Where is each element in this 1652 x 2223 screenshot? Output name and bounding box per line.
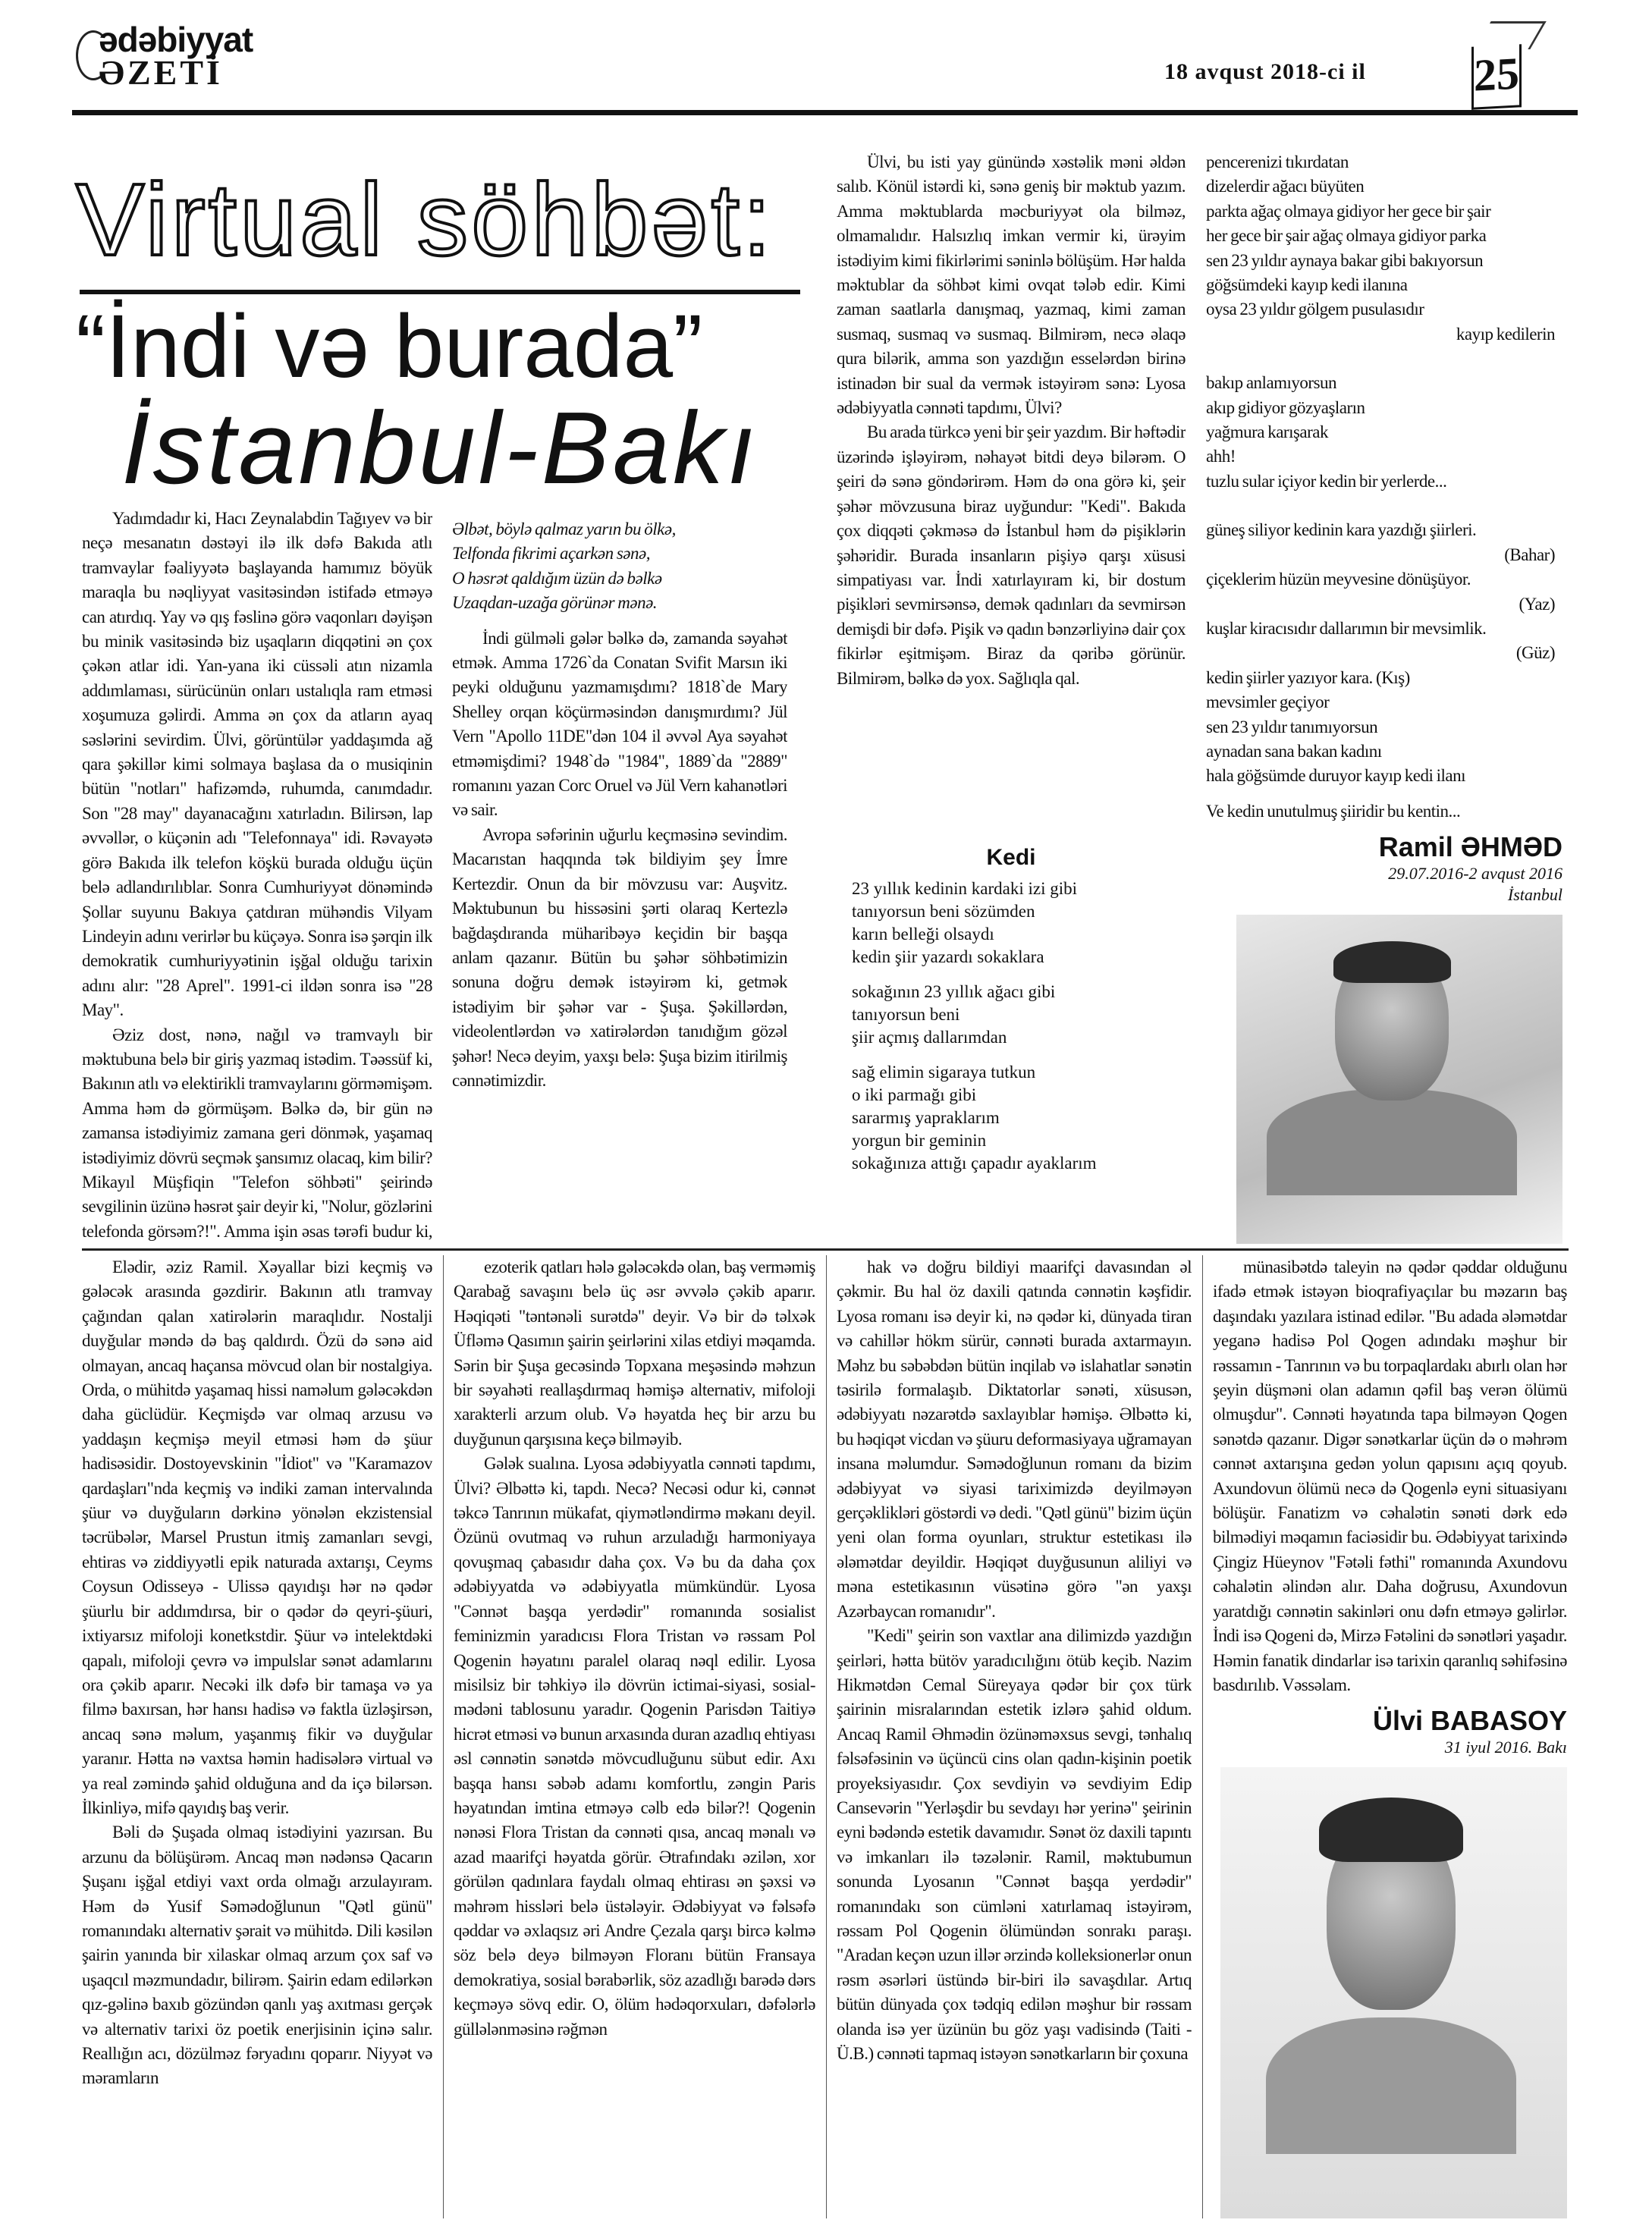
column-rule [1202, 1255, 1203, 2218]
paragraph: Ülvi, bu isti yay günündə xəstəlik məni əldən salıb. Könül istərdi ki, sənə geniş bir məktub yazım. Amma məktublarda məcburiyyət ola bilməz, olmamalıdır. Halsızlıq imkan vermir ki, ürəyim istədiyim kimi fikirlərimi səninlə bölüşüm. Hər halda məktublar da söhbət kimi ovqat tələb edir. Kimi zaman saatlarla danışmaq, yazmaq, kimi zaman susmaq, susmaq və susmaq. Bilmirəm, necə əlaqə qura bilərik, amma son yazdığın esselərdən birinə istinadən bir sual da vermək istəyirəm sənə: Lyosa ədəbiyyatla cənnəti tapdımı, Ülvi? [837, 152, 1186, 418]
author2-block [1213, 1705, 1567, 1758]
poem-line: sokağının 23 yıllık ağacı gibi [852, 982, 1056, 1001]
header-rule [72, 110, 1578, 115]
author-name: Ülvi BABASOY [1372, 1705, 1567, 1737]
kedi-poem [837, 837, 1186, 1242]
poem-line: sararmış yapraklarım [852, 1108, 1000, 1127]
poem-line: pencerenizi tıkırdatan [1206, 152, 1349, 171]
rubric-rule [80, 290, 800, 294]
poem-line: her gece bir şair ağaç olmaya gidiyor parka [1206, 226, 1487, 246]
column-rule [826, 1255, 827, 2218]
paragraph: Elədir, əziz Ramil. Xəyallar bizi keçmiş və gələcək arasında gəzdirir. Bakının atlı tramvay çağından qalan xatirələrin maraqlıdır. Nostalji duyğular məndə də baş qaldırdı. Özü də sənə aid olmayan, ancaq haçansa mövcud olan bir nostalgiya. Orda, o mühitdə yaşamaq hissi naməlum gələcəkdən daha güclüdür. Keçmişdə var olmaq arzusu və yaddaşın keçmişə meyil etməsi həm də şüur hadisəsidir. Dostoyevskinin "İdiot" və "Karamazov qardaşları"nda keçmiş və indiki zaman intervalında şüur və duyğuların dərkinə yönələn ekzistensial təcrübələr, Marsel Prustun itmiş zamanları sevgi, ehtiras və ziddiyyətli epik naturada axtarışı, Ceyms Coysun Odisseyə - Ulissə qayıdışı hər nə qədər şüurlu bir addımdırsa, bir o qədər də qeyri-şüuri, ixtiyarsız mifoloji konetkstdir. Şüur və intelektdəki qapalı, mifoloji çevrə və impulslar sənət adamlarını ora çəkib aparır. Necəki ilk dəfə bir tamaşa və ya filmə baxırsan, hər hansı hadisə və faktla üzləşirsən, ancaq sənə məlum, yaşanmış fikir və duyğular yaranır. Hətta nə vaxtsa həmin hadisələrə virtual və ya real zəmində şahid olduğuna and da içə bilərsən. İlkinliyə, mifə qayıdış baş verir. [82, 1258, 432, 1817]
subtitle: İstanbul-Bakı [121, 391, 758, 505]
poem-line: (Bahar) [1504, 545, 1555, 564]
paragraph: münasibətdə taleyin nə qədər qəddar olduğunu ifadə etmək istəyən bioqrafiyaçılar bu məzarın baş daşındakı yazılara istinad edilər. "Bu adada ələmətdar yeganə hadisə Pol Qogen adındakı məşhur bir rəssamın - Tanrının və bu torpaqlardakı abırlı olan hər şeyin düşməni olan adamın qəfil baş verən ölümü olmuşdur". Cənnəti həyatında tapa bilməyən Qogen sənətdə qazanır. Digər sənətkarlar üçün də o məhrəm cənnət axtarışına gedən yolun qapısını açıq qoyub. Axundovun ölümü necə də Qogenlə eyni situasiyanı bölüşür. Fanatizm və cəhalətin sənəti dərk edə bilmədiyi məqamın faciəsidir bu. Ədəbiyyat tarixində Çingiz Hüeynov "Fətəli fəthi" romanında Axundovu cəhalətin əlindən alır. Daha doğrusu, Axundovun yaratdığı cənnətin sakinləri onu dəfn etməyə gəlirlər. İndi isə Qogeni də, Mirzə Fətəlini də sənətləri yaşadır. Həmin fanatik dindarlar isə tarixin qaranlıq səhifəsinə basdırılıb. Vəssəlam. [1213, 1258, 1567, 1694]
poem-line: göğsümdeki kayıp kedi ilanına [1206, 275, 1408, 295]
poem-line: O həsrət qaldığım üzün də bəlkə [452, 568, 662, 588]
poem-line: o iki parmağı gibi [852, 1085, 977, 1104]
page-number: 25 [1471, 44, 1522, 109]
column3-stack [837, 150, 1186, 1242]
poem-line: sen 23 yıldır tanımıyorsun [1206, 717, 1378, 736]
poem-line: sen 23 yıldır aynaya bakar gibi bakıyorsun [1206, 250, 1484, 270]
author-place: İstanbul [1507, 885, 1562, 905]
author-date: 29.07.2016-2 avqust 2016 [1388, 864, 1562, 884]
poem-line: tuzlu sular içiyor kedin bir yerlerde... [1206, 471, 1447, 491]
kedi-poem-continued [1206, 150, 1562, 824]
poem-line: yağmura karışarak [1206, 422, 1329, 442]
paragraph: Bu arada türkcə yeni bir şeir yazdım. Bir həftədir üzərində işləyirəm, nəhayət bitdi deyə bilərəm. O şeiri də sənə göndərirəm. Həm də ona görə ki, şeir şəhər mövzusuna biraz uyğundur: "Kedi". Bakıda çox diqqəti çəkməsə də İstanbul həm də pişiklərin şəhəridir. Burada insanların pişiyə qarşı xüsusi simpatiyası var. İndi xatırlayıram ki, bir dostum pişikləri sevmirsənsə, demək qadınları da sevmirsən demişdi bir dəfə. Pişik və qadın bənzərliyinə dair çox fikirlər eşitmişəm. Biraz da qəribə görünür. Bilmirəm, bəlkə də yox. Sağlıqla qal. [837, 422, 1186, 688]
poem-line: sokağınıza attığı çapadır ayaklarım [852, 1154, 1097, 1173]
poem-line: çiçeklerim hüzün meyvesine dönüşüyor. [1206, 570, 1471, 589]
letter2-col2 [454, 1255, 815, 2218]
poem-line: (Güz) [1515, 643, 1555, 663]
poem-line: kayıp kedilerin [1456, 324, 1555, 344]
rubric-title: Virtual söhbət: [76, 162, 774, 277]
column4-stack [1206, 150, 1562, 1244]
letter1-col3 [837, 150, 1186, 837]
column-rule [443, 1255, 444, 2218]
letter2-col3 [837, 1255, 1192, 2218]
author1-block [1206, 831, 1562, 906]
poem-line: tanıyorsun beni sözümden [852, 902, 1035, 921]
author1-photo [1236, 915, 1562, 1244]
poem-line: aynadan sana bakan kadını [1206, 741, 1382, 761]
poem-line: karın belleği olsaydı [852, 925, 994, 944]
headline: “İndi və burada” [76, 297, 703, 397]
poem-line: şiir açmış dallarımdan [852, 1028, 1007, 1047]
author-date: 31 iyul 2016. Bakı [1444, 1738, 1567, 1757]
poem-line: güneş siliyor kedinin kara yazdığı şiirleri. [1206, 520, 1477, 540]
letter1-col2 [452, 507, 787, 1244]
poem-line: parkta ağaç olmaya gidiyor her gece bir şair [1206, 201, 1491, 221]
bottom-column4-stack [1213, 1255, 1567, 2218]
paragraph: Gələk sualına. Lyosa ədəbiyyatla cənnəti tapdımı, Ülvi? Əlbəttə ki, tapdı. Necə? Necəsi odur ki, cənnət təkcə Tanrının mükafat, qiymətləndirmə məkanı deyil. Özünü ovutmaq və ruhun arzuladığı harmoniyaya qovuşmaq çabasıdır daha çox. Və bu da daha çox ədəbiyyatda və ədəbiyyatla mümkündür. Lyosa "Cənnət başqa yerdədir" romanında sosialist feminizmin yaradıcısı Flora Tristan və rəssam Pol Qogenin həyatını paralel olaraq nəql edilir. Lyosa misilsiz bir təhkiyə ilə dövrün ictimai-siyasi, sosial-mədəni tablosunu yaradır. Qogenin Parisdən Taitiyə hicrət etməsi və bunun arxasında duran azadlıq ehtiyası əsl cənnətin sənətdə mövcudluğunu sübut edir. Axı başqa hansı səbəb adamı komfortlu, zəngin Paris həyatından imtina etməyə cəlb edə bilər?! Qogenin nənəsi Flora Tristan da cənnəti qısa, ancaq mənalı və azad maarifçi həyatda görür. Ətrafındakı əzilən, xor görülən qadınlara faydalı olmaq ehtirası ən şəxsi və məhrəm hissləri belə üstələyir. Ədəbiyyat və fəlsəfə qəddar və əxlaqsız əri Andre Çezala qarşı bircə kəlmə söz belə deyə bilməyən Floranı bütün Fransaya demokratiya, sosial bərabərlik, söz azadlığı barədə dərs keçməyə sövq edir. O, ölüm hədəqorxuları, dəfələrlə güllələnməsinə rəğmən [454, 1454, 815, 2039]
poem-line: kedin şiir yazardı sokaklara [852, 947, 1044, 966]
poem-line: dizelerdir ağacı büyüten [1206, 177, 1365, 196]
author2-photo [1220, 1767, 1567, 2218]
logo-bottom: ƏZETİ [99, 53, 223, 92]
poem-line: hala göğsümde duruyor kayıp kedi ilanı [1206, 766, 1466, 786]
section-divider [82, 1248, 1569, 1251]
paragraph: "Kedi" şeirin son vaxtlar ana dilimizdə yazdığın şeirləri, hətta bütöv yaradıcılığını ötüb keçib. Nazim Hikmətdən Cemal Süreyaya qədər bir çox türk şairinin misralarından estetik izlərə şahid oldum. Ancaq Ramil Əhmədin özünəməxsus sevgi, tənhalıq fəlsəfəsinin və üçüncü cins olan qadın-kişinin poetik proyeksiyasıdır. Çox sevdiyin və sevdiyim Edip Cansevərin "Yerləşdir bu sevdayı hər yerinə" şeirinin eyni bədəndə estetik davamıdır. Sənət öz daxili tapıntı və imkanları ilə təzələnir. Ramil, məktubumun sonunda Lyosanın "Cənnət başqa yerdədir" romanındakı son cümləni xatırlamaq istəyirəm, rəssam Pol Qogenin ölümündən sonrakı paraşı. "Aradan keçən uzun illər ərzində kolleksionerlər onun rəsm əsərləri üstündə bir-biri ilə savaşdılar. Artıq bütün dünyada çox tədqiq edilən məşhur bir rəssam olanda isə yer üzünün bu göz yaşı vadisində (Taiti - Ü.B.) cənnəti tapmaq istəyən sənətkarların bir çoxuna [837, 1626, 1192, 2063]
poem-line: 23 yıllık kedinin kardaki izi gibi [852, 879, 1078, 898]
issue-date: 18 avqust 2018-ci il [1164, 59, 1366, 84]
paragraph: ezoterik qatları hələ gələcəkdə olan, baş verməmiş Qarabağ savaşını belə üç əsr əvvələ çəkib aparır. Həqiqəti "təntənəli surətdə" deyir. Və bir də təlxək Üfləmə Qasımın şairin şeirlərini xilas etdiyi məqamda. Sərin bir Şuşa gecəsində Topxana meşəsində məhzun bir səyahəti reallaşdırmaq həmişə alternativ, mifoloji xarakterli arzum olub. Və həyatda heç bir arzu bu duyğunun qarşısına keçə bilməyib. [454, 1258, 815, 1449]
quoted-poem [452, 517, 787, 616]
poem-line: kuşlar kiracısıdır dallarımın bir mevsimlik. [1206, 618, 1487, 638]
paragraph: Avropa səfərinin uğurlu keçməsinə sevindim. Macarıstan haqqında tək bildiyim şey İmre Kertezdir. Onun da bir mövzusu var: Auşvitz. Məktubunun bu hissəsini şərti olaraq Kertezlə bağdaşdıranda müharibəyə keçidin bir başqa anlam qazanır. Bütün bu şəhər söhbətimizin sonuna doğru demək istəyirəm ki, getmək istədiyim bir şəhər var - Şuşa. Şəkillərdən, videolentlərdən və xatirələrdən tanıdığım gözəl şəhər! Necə deyim, yaxşı belə: Şuşa bizim itirilmiş cənnətimizdir. [452, 824, 787, 1090]
letter2-col4 [1213, 1255, 1567, 1697]
poem-line: sağ elimin sigaraya tutkun [852, 1063, 1036, 1082]
paragraph: İndi gülməli gələr bəlkə də, zamanda səyahət etmək. Amma 1726`da Conatan Svifit Marsın iki peyki olduğunu yazmamışdımı? 1818`de Mary Shelley orqan köçürməsindən danışmırdımı? Jül Vern "Apollo 11DE"dən 104 il əvvəl Aya səyahət etməmişdimi? 1948`də "1984", 1889`da "2889" romanını yazan Corc Oruel və Jül Vern kahanətləri və sair. [452, 628, 787, 820]
poem-line: Əlbət, böylə qalmaz yarın bu ölkə, [452, 520, 676, 538]
paragraph: Əziz dost, nənə, nağıl və tramvaylı bir məktubuna belə bir giriş yazmaq istədim. Təəssüf ki, Bakının atlı və elektirikli tramvaylarını görməmişəm. Amma həm də görmüşəm. Bəlkə də, bir gün nə zamansa istədiyimiz zamana geri dönmək, yaşamaq istədiyimiz dövrü seçmək şansımız olacaq, kim bilir? Mikayıl Müşfiqin "Telefon söhbəti" şeirində sevgilinin üzünə həsrət şair deyir ki, "Nolur, gözlərini telefonda görsəm?!". Amma işin əsas tərəfi budur ki, [82, 1025, 432, 1241]
letter2-col1 [82, 1255, 432, 2218]
poem-line: bakıp anlamıyorsun [1206, 373, 1337, 393]
poem-line: kedin şiirler yazıyor kara. (Kış) [1206, 667, 1410, 687]
paragraph: Bəli də Şuşada olmaq istədiyini yazırsan. Bu arzunu da bölüşürəm. Ancaq mən nədənsə Qacarın Şuşanı işğal etdiyi vaxt orda olmağı arzulayıram. Həm də Yusif Səmədoğlunun "Qətl günü" romanındakı alternativ şərait və mühitdə. Dili kəsilən şairin yanında bir xilaskar olmaq arzum çox saf və uşaqcıl məzmundadır, bilirəm. Şairin edam edilərkən qız-gəlinə baxıb gözündən qanlı yaş axıtması gerçək və alternativ tarixi öz poetik enerjisinin içinə salır. Reallığın acı, dözülməz fəryadını qoparır. Niyyət və məramların [82, 1823, 432, 2088]
poem-line: yorgun bir geminin [852, 1131, 987, 1150]
poem-line: Uzaqdan-uzağa görünər mənə. [452, 593, 658, 613]
poem-line: Telfonda fikrimi açarkən sənə, [452, 544, 650, 564]
poem-line: mevsimler geçiyor [1206, 692, 1330, 712]
poem-line: akıp gidiyor gözyaşların [1206, 397, 1365, 417]
logo-top: ədəbiyyat [99, 20, 253, 59]
poem-line: oysa 23 yıldır gölgem pusulasıdır [1206, 300, 1424, 319]
paragraph: hak və doğru bildiyi maarifçi davasından əl çəkmir. Bu hal öz daxili qatında cənnətin kəşfidir. Lyosa romanı isə deyir ki, nə qədər ki, dünyada tiran və cahillər hökm sürür, cənnəti burada axtarmayın. Məhz bu səbəbdən bütün inqilab və islahatlar sənətin təsirilə formalaşıb. Diktatorlar sənəti, xüsusən, ədəbiyyatı nəzarətdə saxlayıblar həmişə. Əlbəttə ki, bu həqiqət vicdan və şüuru deformasiyaya uğramayan insana məlumdur. Səmədoğlunun romanı da bizim ədəbiyyat və siyasi tariximizdə deyilməyən gerçəklikləri göstərdi və dedi. "Qətl günü" bizim üçün yeni olan forma oyunları, struktur estetikası ilə ələmətdar deyildir. Həqiqət duyğusunun aliliyi və məna estetikasının vüsətinə görə "ən yaxşı Azərbaycan romanıdır". [837, 1258, 1192, 1621]
poem-line: tanıyorsun beni [852, 1005, 960, 1024]
poem-line: (Yaz) [1519, 594, 1555, 614]
author-name: Ramil ƏHMƏD [1378, 831, 1562, 863]
poem-line: ahh! [1206, 447, 1236, 466]
poem-closing: Ve kedin unutulmuş şiiridir bu kentin... [1206, 801, 1461, 821]
poem-title: Kedi [986, 845, 1036, 870]
paragraph: Yadımdadır ki, Hacı Zeynalabdin Tağıyev və bir neçə mesanatın dəstəyi ilə ilk dəfə Bakıda atlı tramvaylar fəaliyyətə başlayanda hamımız böyük maraqla bu nəqliyyat vasitəsindən istifadə etməyə can atırdıq. Yay və qış fəslinə görə vaqonları dəyişən bu minik vasitəsində biz uşaqların diqqətini ən çox çəkən atlar idi. Yan-yana iki cüssəli atın nizamla addımlaması, sürücünün onları ustalıqla ram etməsi xoşumuza gəlirdi. Amma ən çox da atların ayaq səslərini sevirdim. Ülvi, görüntülər yaddaşımda ağ qara şəkillər kimi solmaya başlasa da o musiqinin bütün "notları" hafizəmdə, ruhumda, canımdadır. Son "28 may" dayanacağını xatırladın. Bilirsən, lap əvvəllər, o küçənin adı "Telefonnaya" idi. Rəvayətə görə Bakıda ilk telefon köşkü burada olduğu üçün belə adlandırılıblar. Sonra Cumhuriyyət dönəmində Şollar suyunu Bakıya çatdıran mühəndis Vilyam Lindeyin adını verirlər bu küçəyə. Sonra isə şərqin ilk demokratik cumhuriyyətinin işğal olduğu tarixin adını alır: "28 Aprel". 1991-ci ildən sonra isə "28 May". [82, 509, 432, 1020]
letter1-col1 [82, 507, 432, 1244]
